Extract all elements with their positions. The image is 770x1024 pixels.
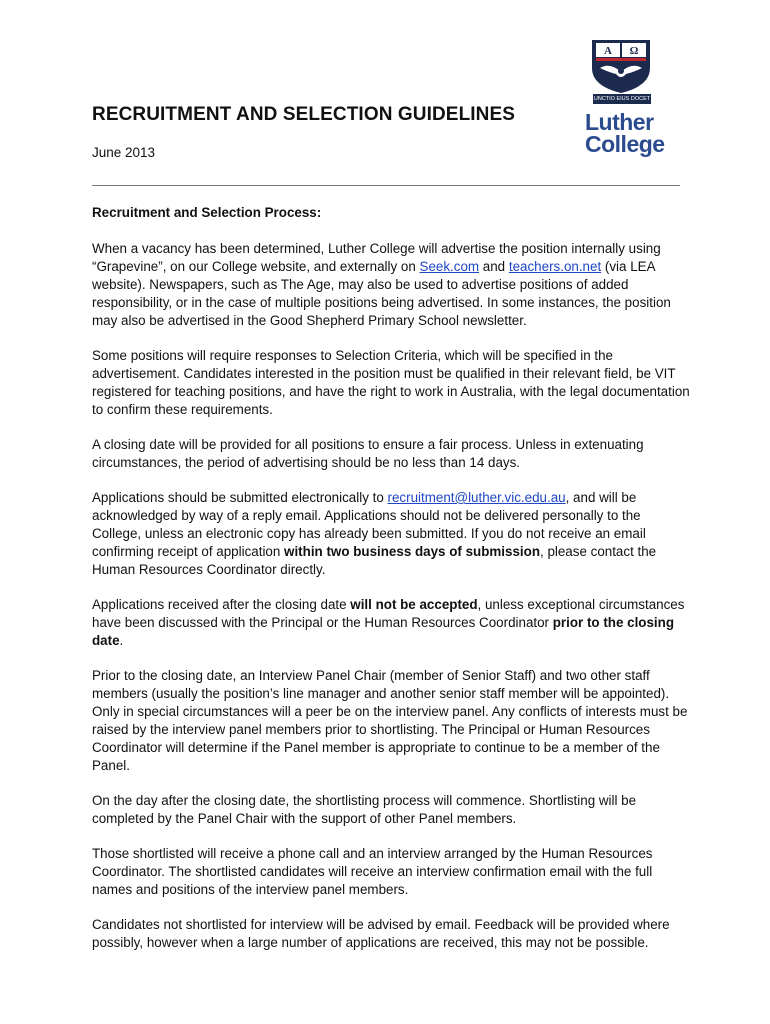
bold-text: within two business days of submission xyxy=(284,544,540,559)
svg-text:Ω: Ω xyxy=(629,45,639,57)
bold-text: will not be accepted xyxy=(350,597,478,612)
paragraph-shortlisted: Those shortlisted will receive a phone call and an interview arranged by the Human Resources Coordinator. The shortlisted candidates will receive an interview confirmation email with the full names and positions of the interview panel members. xyxy=(92,846,653,897)
logo-line-2: College xyxy=(585,131,665,157)
document-body xyxy=(92,204,692,969)
text-run: , please contact the Human Resources Coordinator directly. xyxy=(92,544,657,577)
logo-wordmark xyxy=(585,111,665,155)
header-divider xyxy=(92,185,680,186)
paragraph-closing-date: A closing date will be provided for all positions to ensure a fair process. Unless in extenuating circumstances, the period of advertising should be no less than 14 days. xyxy=(92,437,644,470)
paragraph-shortlisting: On the day after the closing date, the shortlisting process will commence. Shortlisting will be completed by the Panel Chair with the support of other Panel members. xyxy=(92,793,637,826)
text-run: . xyxy=(119,633,124,648)
section-heading: Recruitment and Selection Process: xyxy=(92,205,322,220)
recruitment-email-link[interactable]: recruitment@luther.vic.edu.au xyxy=(387,490,566,505)
text-run: Applications received after the closing date xyxy=(92,597,351,612)
crest-motto: UNCTIO EIUS DOCET xyxy=(593,96,651,102)
teachers-link[interactable]: teachers.on.net xyxy=(508,259,602,274)
text-run: When a vacancy has been determined, Luther College will advertise the position internally using “Grapevine”, on our College website, and externally on xyxy=(92,241,661,274)
text-run: Applications should be submitted electronically to xyxy=(92,490,388,505)
page-title: RECRUITMENT AND SELECTION GUIDELINES xyxy=(92,104,516,125)
svg-text:A: A xyxy=(604,45,612,57)
text-run: (via LEA website). Newspapers, such as The Age, may also be used to advertise positions of added responsibility, or in the case of multiple positions being advertised. In some instances, the position may also be advertised in the Good Shepherd Primary School newsletter. xyxy=(92,259,671,328)
text-run: and xyxy=(479,259,509,274)
text-run: , and will be acknowledged by way of a reply email. Applications should not be delivered personally to the College, unless an electronic copy has already been submitted. If you do not receive an email confirming receipt of application xyxy=(92,490,646,559)
paragraph-not-shortlisted: Candidates not shortlisted for interview will be advised by email. Feedback will be provided where possibly, however when a large number of applications are received, this may not be possible. xyxy=(92,917,670,950)
paragraph-late-applications xyxy=(92,596,692,650)
crest-icon xyxy=(590,38,652,94)
paragraph-advertising xyxy=(92,240,692,330)
bold-text: prior to the closing date xyxy=(92,615,675,648)
paragraph-interview-panel: Prior to the closing date, an Interview Panel Chair (member of Senior Staff) and two other staff members (usually the position’s line manager and another senior staff member will be appointed). Only in special circumstances will a peer be on the interview panel. Any conflicts of interests must be raised by the interview panel members prior to shortlisting. The Principal or Human Resources Coordinator will determine if the Panel member is appropriate to continue to be a member of the Panel. xyxy=(92,668,688,773)
paragraph-applications xyxy=(92,489,692,579)
seek-link[interactable]: Seek.com xyxy=(419,259,480,274)
document-date: June 2013 xyxy=(92,145,156,160)
paragraph-selection-criteria: Some positions will require responses to Selection Criteria, which will be specified in the advertisement. Candidates interested in the position must be qualified in their relevant field, be VIT registered for teaching positions, and have the right to work in Australia, with the legal documentation to confirm these requirements. xyxy=(92,348,690,417)
text-run: , unless exceptional circumstances have been discussed with the Principal or the Human Resources Coordinator xyxy=(92,597,685,630)
logo-line-1: Luther xyxy=(585,109,654,135)
